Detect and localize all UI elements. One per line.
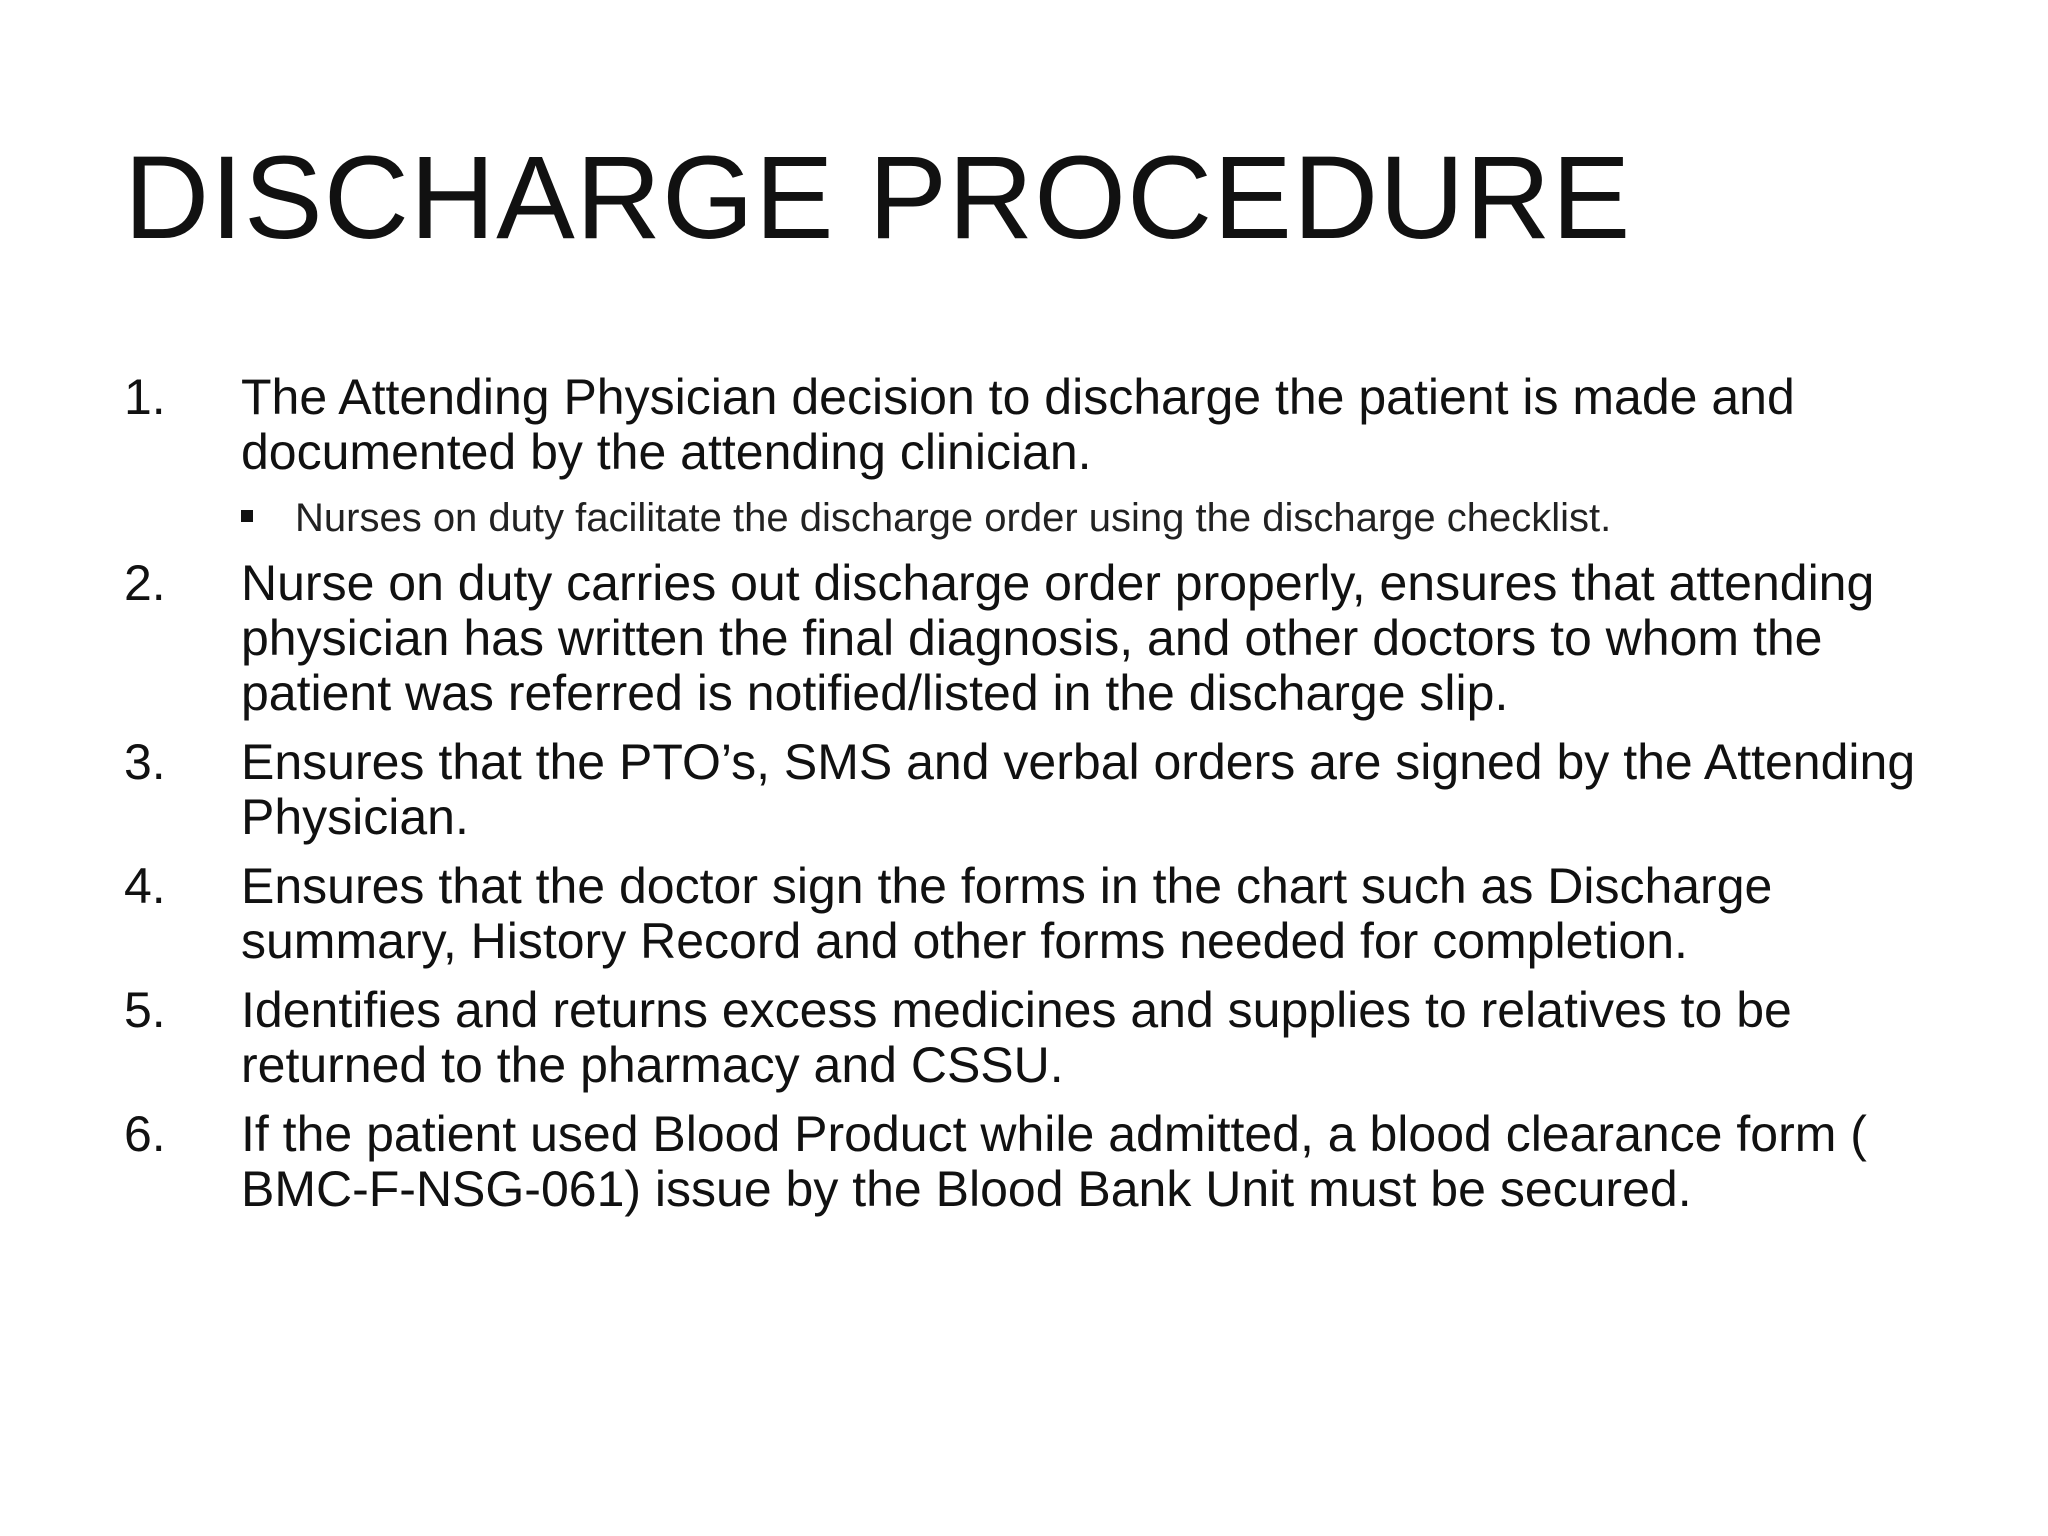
list-item-number: 1. (124, 369, 166, 425)
list-item-text: The Attending Physician decision to discharge the patient is made and documented by the attending clinician. (241, 369, 1795, 480)
list-item-text: If the patient used Blood Product while admitted, a blood clearance form ( BMC-F-NSG-061) issue by the Blood Bank Unit must be secured. (241, 1106, 1867, 1217)
list-item-3 (124, 735, 1984, 845)
list-item-4 (124, 859, 1984, 969)
list-item-text: Ensures that the PTO’s, SMS and verbal orders are signed by the Attending Physician. (241, 734, 1916, 845)
list-item-number: 5. (124, 982, 166, 1038)
square-bullet-icon (241, 510, 253, 522)
list-item-text: Identifies and returns excess medicines and supplies to relatives to be returned to the pharmacy and CSSU. (241, 982, 1792, 1093)
list-item-text: Ensures that the doctor sign the forms in the chart such as Discharge summary, History Record and other forms needed for completion. (241, 858, 1773, 969)
list-item-number: 4. (124, 858, 166, 914)
list-item-2 (124, 556, 1984, 721)
list-item-number: 2. (124, 555, 166, 611)
sub-list-item (241, 494, 1984, 542)
list-item-number: 3. (124, 734, 166, 790)
list-item-text: Nurse on duty carries out discharge order properly, ensures that attending physician has written the final diagnosis, and other doctors to whom the patient was referred is notified/listed in the discharge slip. (241, 555, 1875, 721)
slide-title: DISCHARGE PROCEDURE (124, 132, 1632, 264)
list-item-6 (124, 1107, 1984, 1217)
list-item-5 (124, 983, 1984, 1093)
discharge-procedure-list (124, 370, 1984, 1231)
sub-list-item-text: Nurses on duty facilitate the discharge order using the discharge checklist. (295, 496, 1612, 540)
list-item-1 (124, 370, 1984, 542)
list-item-number: 6. (124, 1106, 166, 1162)
